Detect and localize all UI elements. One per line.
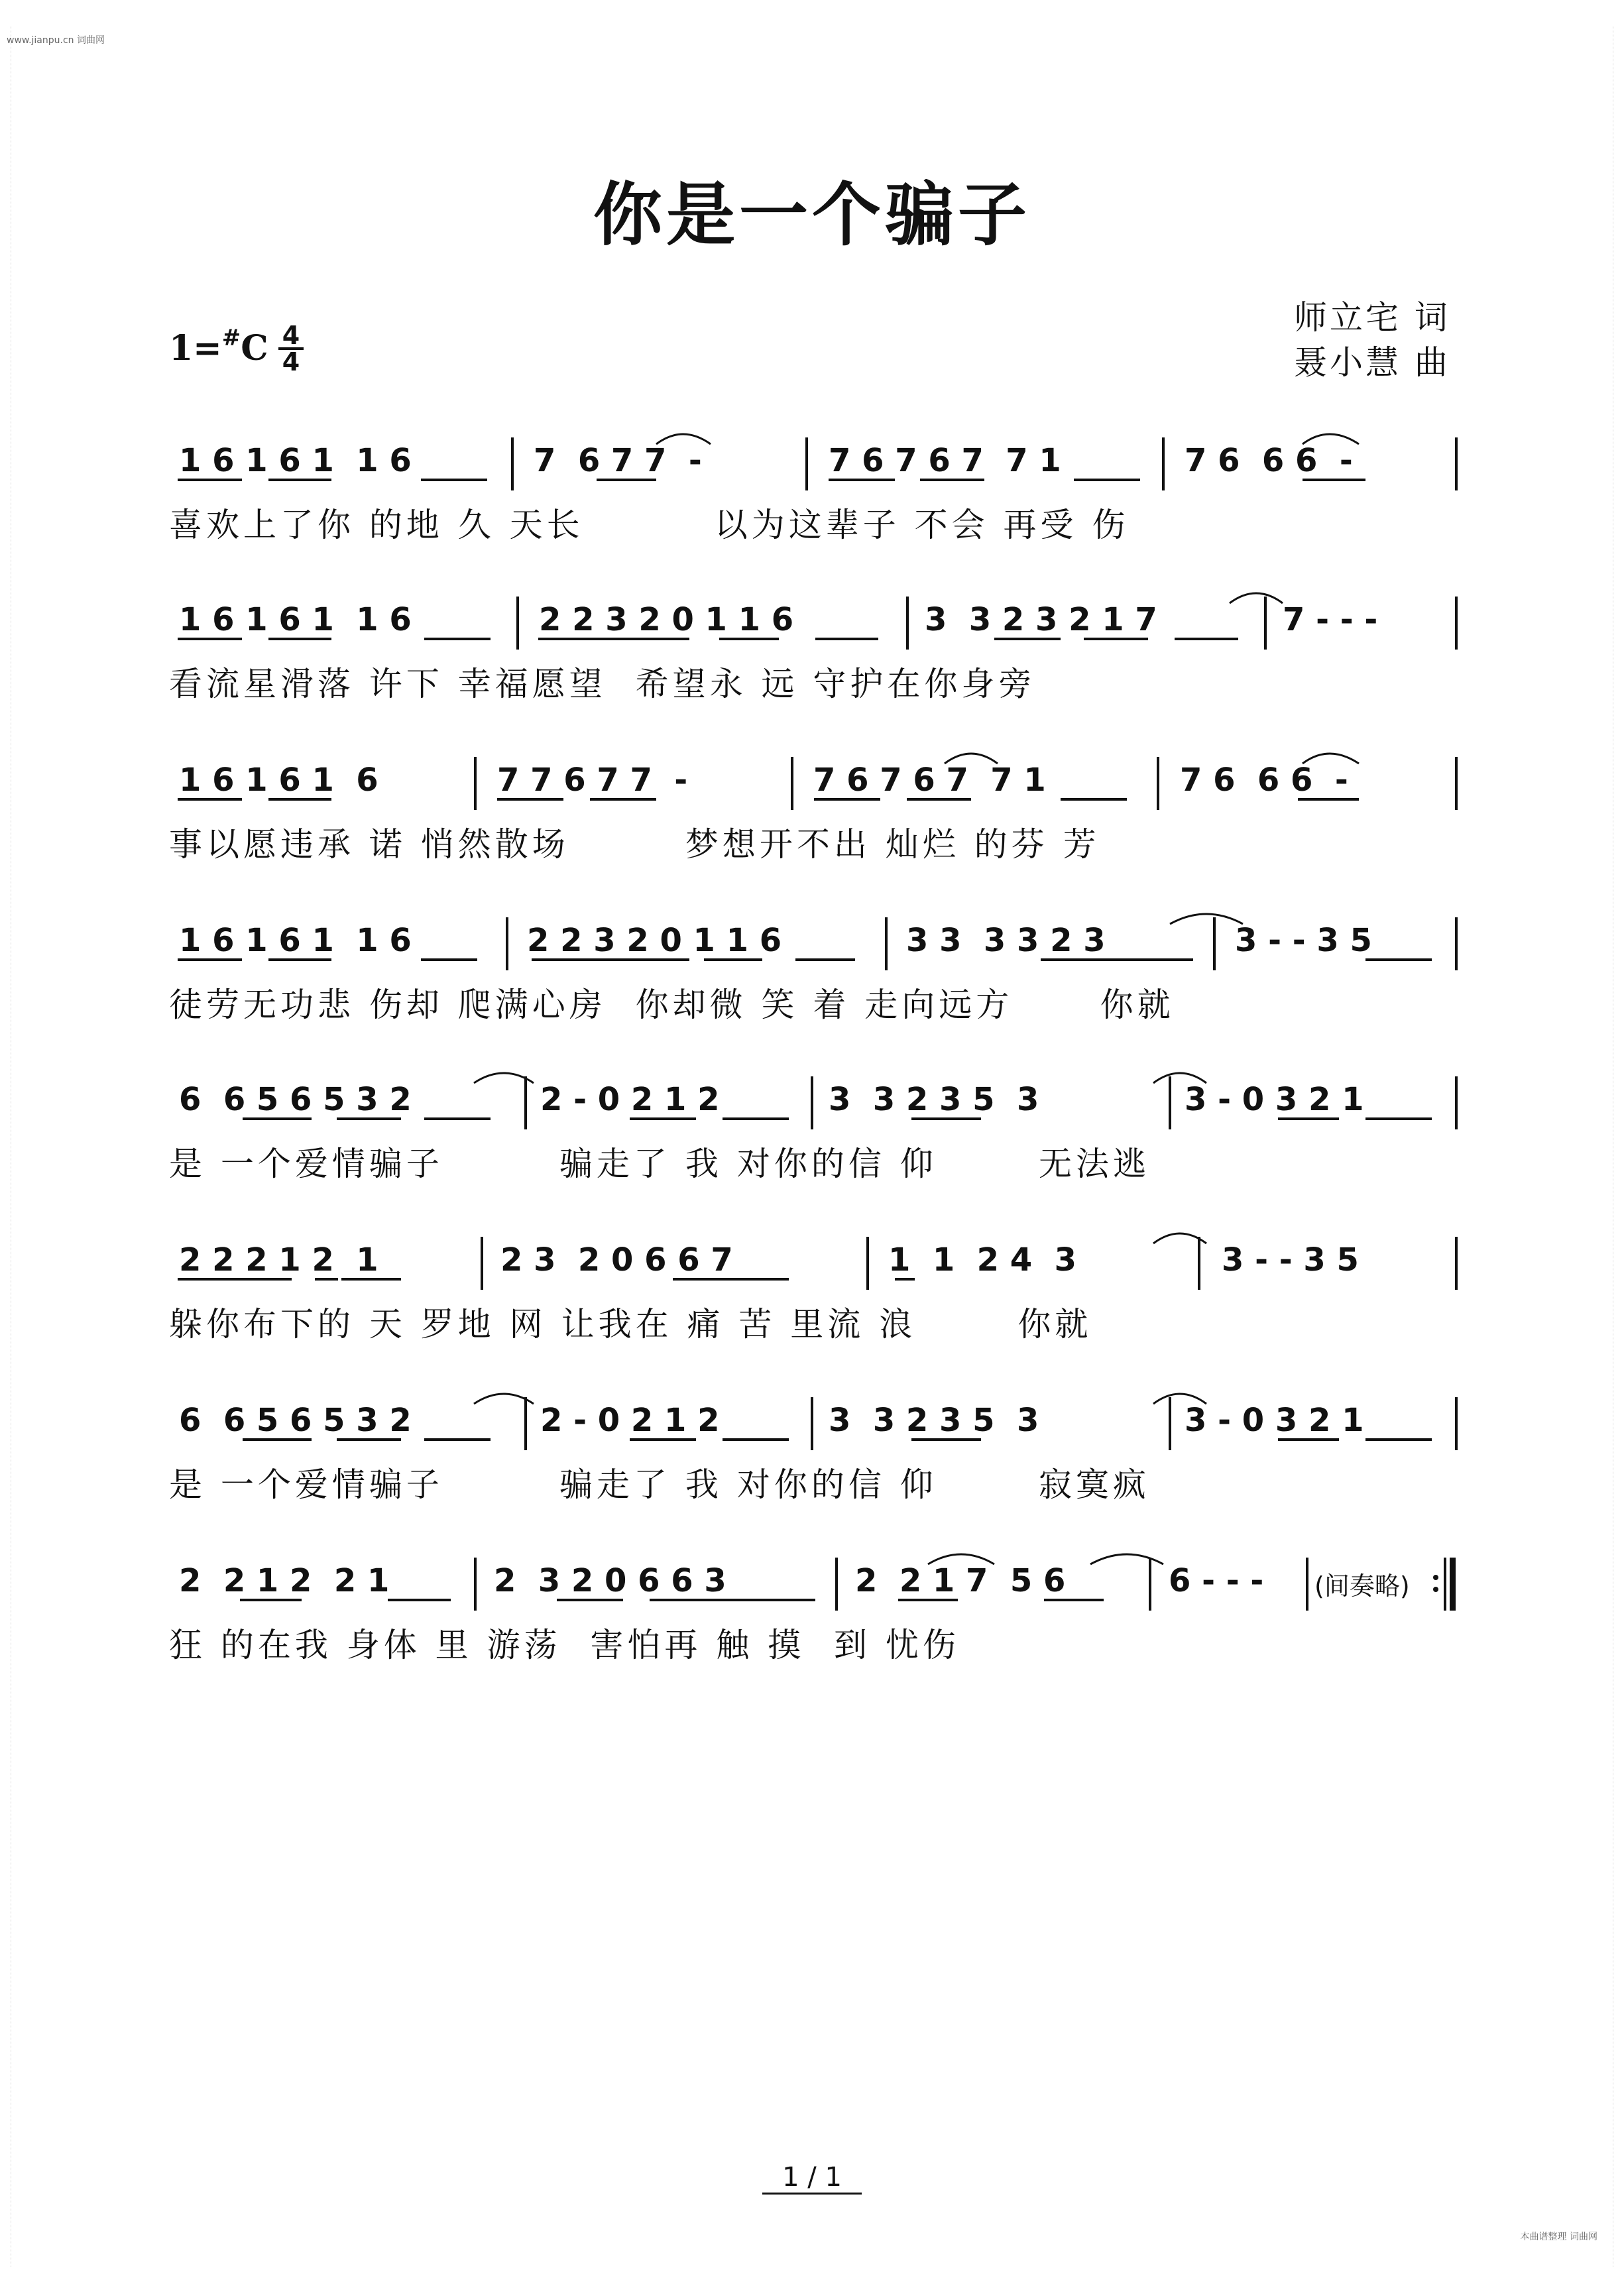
key-note: C — [241, 328, 268, 369]
measure-1: 1 6 1 6 1 1 6 — [179, 442, 412, 479]
top-watermark: www.jianpu.cn 词曲网 — [7, 35, 105, 46]
measure-1: 1 6 1 6 1 1 6 — [179, 922, 412, 959]
measure-4: 3 - 0 3 2 1 — [1185, 1402, 1364, 1439]
measure-2: 7 7 6 7 7 - — [497, 762, 688, 799]
beam-lines — [178, 480, 1432, 1600]
measure-4: 3 - - 3 5 — [1222, 1241, 1359, 1279]
page-number: 1 / 1 — [0, 2162, 1624, 2193]
sharp-sign: # — [221, 325, 241, 351]
tie-arcs — [474, 434, 1359, 1564]
measure-4: 3 - 0 3 2 1 — [1185, 1081, 1364, 1118]
lyrics-line: 看流星滑落 许下 幸福愿望 希望永 远 守护在你身旁 — [169, 665, 1036, 703]
measure-2: 2 3 2 0 6 6 7 — [500, 1241, 733, 1279]
measure-1: 1 6 1 6 1 6 — [179, 762, 378, 799]
measure-4: 7 6 6 6 - — [1180, 762, 1348, 799]
measure-3: 3 3 3 3 2 3 — [906, 922, 1106, 959]
measure-2: 7 6 7 7 - — [534, 442, 702, 479]
measure-1: 6 6 5 6 5 3 2 — [179, 1402, 412, 1439]
measure-4: 7 - - - — [1283, 601, 1378, 638]
measure-3: 3 3 2 3 5 3 — [829, 1402, 1039, 1439]
measure-2: 2 2 3 2 0 1 1 6 — [539, 601, 794, 638]
time-signature-top: 4 — [278, 323, 304, 350]
measure-2: 2 3 2 0 6 6 3 — [494, 1562, 726, 1599]
measure-1: 6 6 5 6 5 3 2 — [179, 1081, 412, 1118]
measure-1: 2 2 1 2 2 1 — [179, 1562, 390, 1599]
measure-1: 2 2 2 1 2 1 — [179, 1241, 378, 1279]
measure-4: 7 6 6 6 - — [1185, 442, 1353, 479]
lyrics-line: 狂 的在我 身体 里 游荡 害怕再 触 摸 到 忧伤 — [169, 1626, 960, 1664]
key-prefix: 1= — [169, 328, 222, 369]
lyrics-line: 徒劳无功悲 伤却 爬满心房 你却微 笑 着 走向远方 你就 — [169, 986, 1175, 1024]
bottom-watermark: 本曲谱整理 词曲网 — [1520, 2232, 1597, 2242]
measure-2: 2 - 0 2 1 2 — [540, 1081, 720, 1118]
song-title: 你是一个骗子 — [593, 174, 1031, 255]
measure-3: 7 6 7 6 7 7 1 — [829, 442, 1061, 479]
lyrics-line: 事以愿违承 诺 悄然散场 梦想开不出 灿烂 的芬 芳 — [169, 825, 1100, 864]
measure-3: 7 6 7 6 7 7 1 — [813, 762, 1046, 799]
composer: 聂小慧 曲 — [1294, 343, 1450, 382]
lyrics-line: 是 一个爱情骗子 骗走了 我 对你的信 仰 无法逃 — [169, 1145, 1150, 1183]
measure-4: 6 - - - — [1169, 1562, 1264, 1599]
measure-2: 2 - 0 2 1 2 — [540, 1402, 720, 1439]
measure-4: 3 - - 3 5 — [1235, 922, 1372, 959]
measure-1: 1 6 1 6 1 1 6 — [179, 601, 412, 638]
lyrics-line: 是 一个爱情骗子 骗走了 我 对你的信 仰 寂寞疯 — [169, 1465, 1150, 1504]
measure-3: 3 3 2 3 2 1 7 — [925, 601, 1157, 638]
time-signature-bottom: 4 — [282, 347, 300, 376]
lyrics-line: 躲你布下的 天 罗地 网 让我在 痛 苦 里流 浪 你就 — [169, 1305, 1092, 1343]
measure-2: 2 2 3 2 0 1 1 6 — [527, 922, 782, 959]
lyricist: 师立宅 词 — [1294, 298, 1450, 337]
interlude-label: (间奏略) — [1314, 1571, 1410, 1601]
lyrics-line: 喜欢上了你 的地 久 天长 以为这辈子 不会 再受 伤 — [169, 506, 1130, 544]
measure-3: 3 3 2 3 5 3 — [829, 1081, 1039, 1118]
measure-3: 2 2 1 7 5 6 — [855, 1562, 1066, 1599]
measure-3: 1 1 2 4 3 — [888, 1241, 1076, 1279]
